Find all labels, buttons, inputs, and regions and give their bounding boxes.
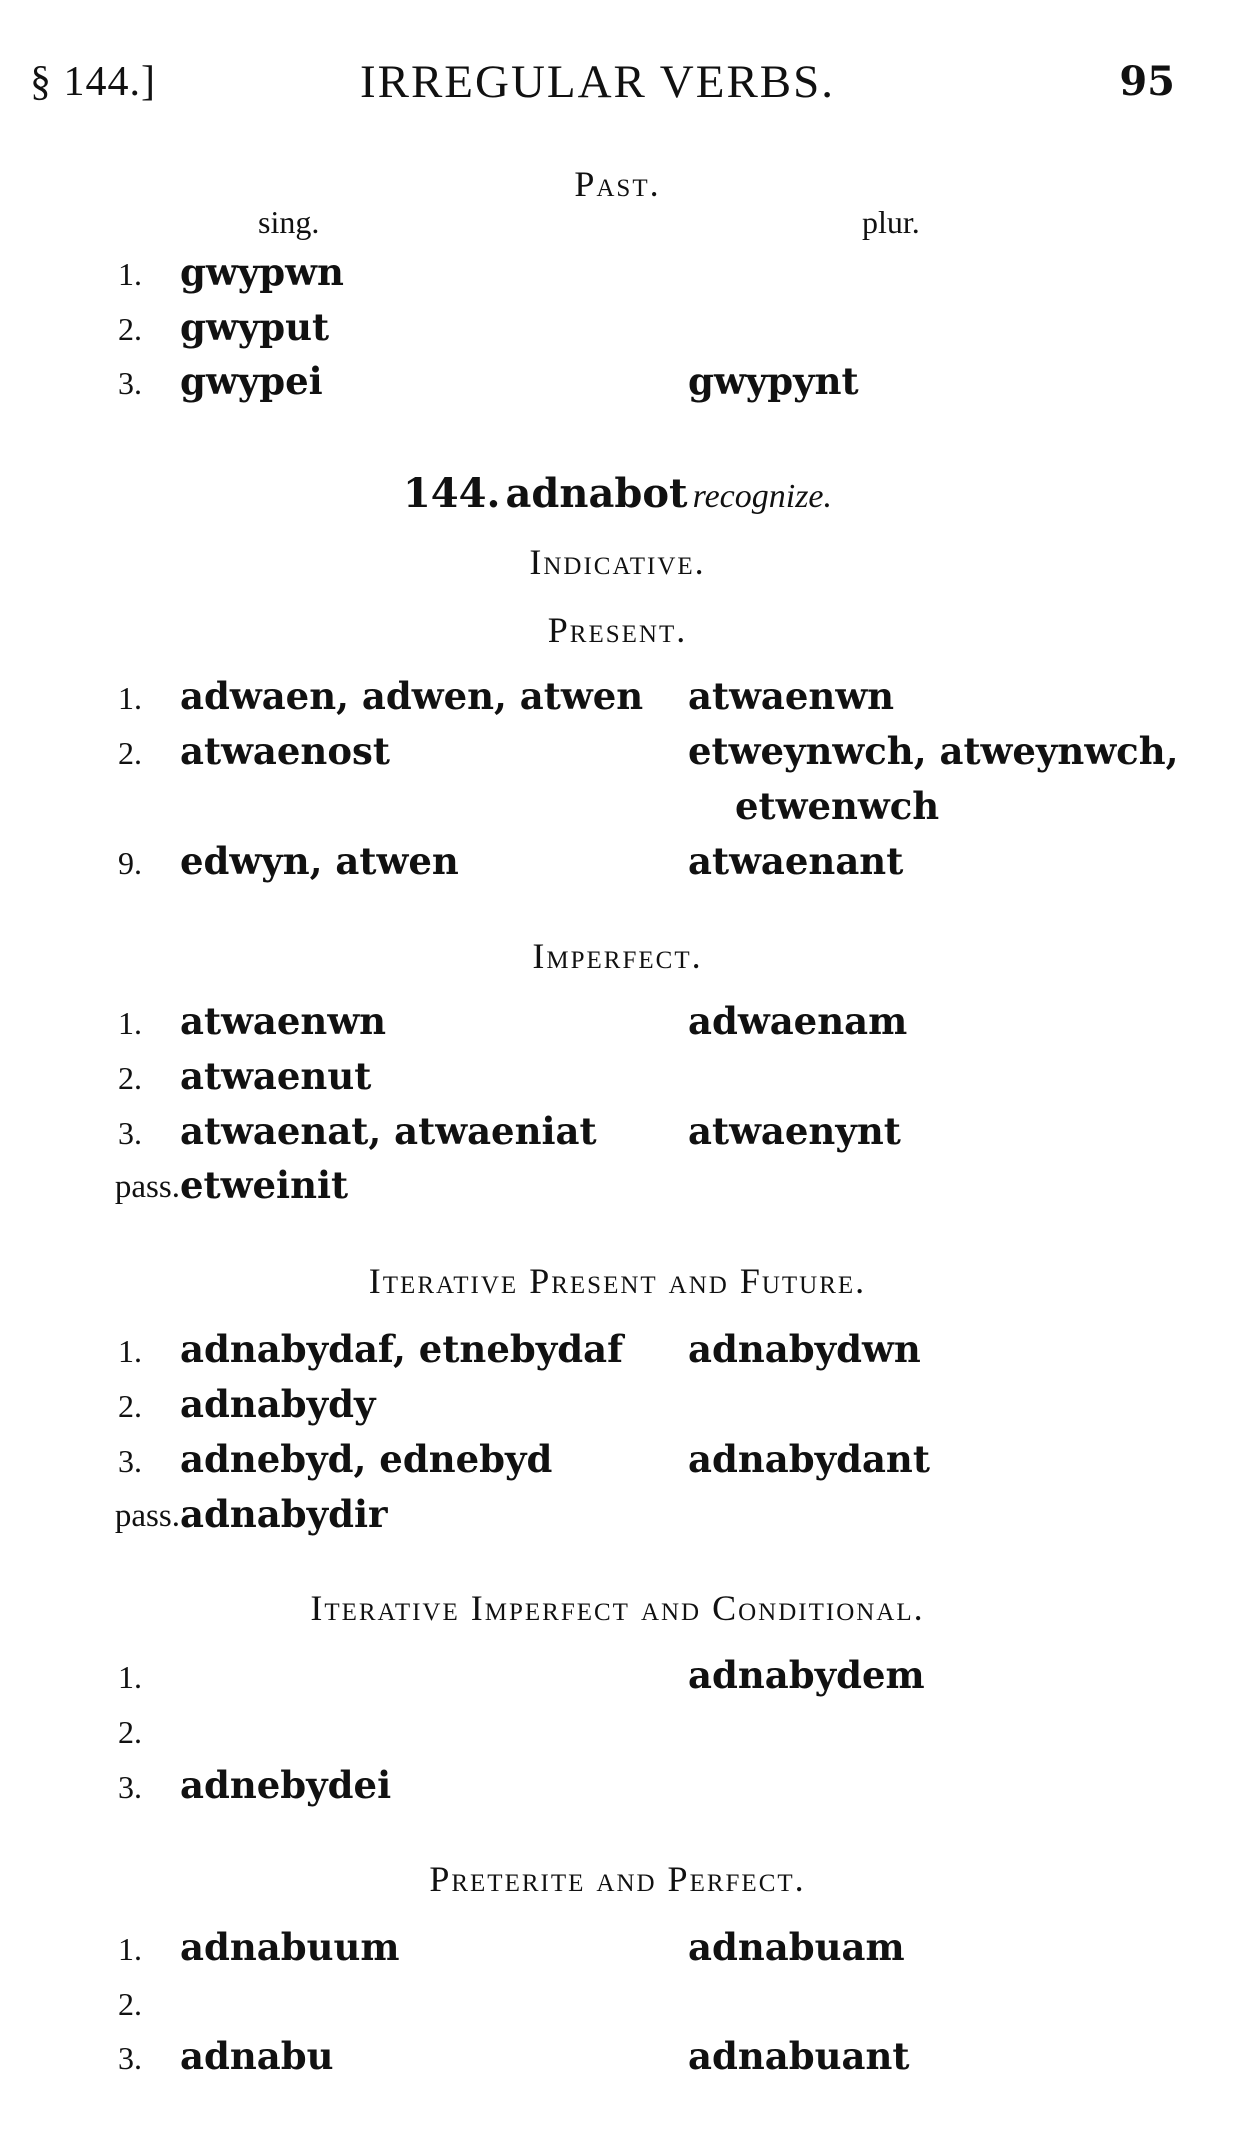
form-sing: gwypei (180, 359, 323, 403)
form-sing: atwaenut (180, 1054, 372, 1098)
heading-iterative-present: Iterative Present and Future. (368, 1261, 867, 1301)
entry-lemma: adnabot (505, 470, 688, 517)
form-plur: adnabydwn (688, 1327, 921, 1371)
row-number: 1. (118, 1005, 142, 1041)
form-sing: etweinit (180, 1163, 349, 1207)
row-number: 2. (118, 735, 142, 771)
form-plur: adwaenam (688, 999, 908, 1043)
row-number: 3. (118, 365, 142, 401)
form-plur: atwaenant (688, 839, 904, 883)
row-number: 1. (118, 256, 142, 292)
form-sing: adnabydaf, etnebydaf (180, 1327, 624, 1371)
form-sing: adnabydy (180, 1382, 376, 1426)
heading-indicative: Indicative. (529, 542, 706, 582)
row-number: 3. (118, 1115, 142, 1151)
page-number: 95 (1119, 58, 1175, 105)
form-plur: adnabydem (688, 1653, 925, 1697)
entry-gloss: recognize. (692, 478, 833, 515)
heading-preterite: Preterite and Perfect. (429, 1859, 806, 1899)
row-number: 1. (118, 1659, 142, 1695)
row-number: 3. (118, 1443, 142, 1479)
form-plur: gwypynt (688, 359, 859, 403)
plur-label: plur. (862, 204, 920, 240)
row-number: 2. (118, 1060, 142, 1096)
form-plur: atwaenynt (688, 1109, 901, 1153)
row-number: 2. (118, 1388, 142, 1424)
row-number-passive: pass. (114, 1498, 180, 1534)
form-sing: adwaen, adwen, atwen (180, 674, 644, 718)
form-sing: adnabydir (180, 1492, 388, 1536)
form-plur: adnabuant (688, 2034, 910, 2078)
row-number: 2. (118, 1714, 142, 1750)
form-sing: adnabuum (180, 1925, 400, 1969)
form-plur: adnabydant (688, 1437, 930, 1481)
section-reference: § 144.] (30, 59, 156, 105)
form-sing: atwaenost (180, 729, 390, 773)
entry-number: 144. (402, 470, 501, 517)
row-number: 3. (118, 1769, 142, 1805)
form-sing: adnabu (180, 2034, 334, 2078)
row-number: 3. (118, 2040, 142, 2076)
row-number: 9. (118, 845, 142, 881)
form-plur: atwaenwn (688, 674, 895, 718)
row-number: 1. (118, 680, 142, 716)
form-plur: etweynwch, atweynwch, (688, 729, 1179, 773)
heading-past: Past. (574, 164, 661, 204)
row-number: 2. (118, 311, 142, 347)
form-sing: atwaenwn (180, 999, 387, 1043)
row-number: 2. (118, 1986, 142, 2022)
form-sing: atwaenat, atwaeniat (180, 1109, 597, 1153)
row-number: 1. (118, 1333, 142, 1369)
heading-iterative-imperfect: Iterative Imperfect and Conditional. (310, 1588, 925, 1628)
form-sing: gwyput (180, 305, 330, 349)
heading-present: Present. (547, 610, 688, 650)
row-number: 1. (118, 1931, 142, 1967)
form-sing: gwypwn (180, 250, 344, 294)
running-title: IRREGULAR VERBS. (359, 56, 836, 108)
sing-label: sing. (258, 204, 320, 240)
entry-heading (0, 468, 1235, 528)
form-sing: edwyn, atwen (180, 839, 459, 883)
form-plur-continued: etwenwch (735, 784, 940, 828)
form-plur: adnabuam (688, 1925, 905, 1969)
row-number-passive: pass. (114, 1169, 180, 1205)
form-sing: adnebyd, ednebyd (180, 1437, 553, 1481)
form-sing: adnebydei (180, 1763, 392, 1807)
heading-imperfect: Imperfect. (532, 936, 703, 976)
